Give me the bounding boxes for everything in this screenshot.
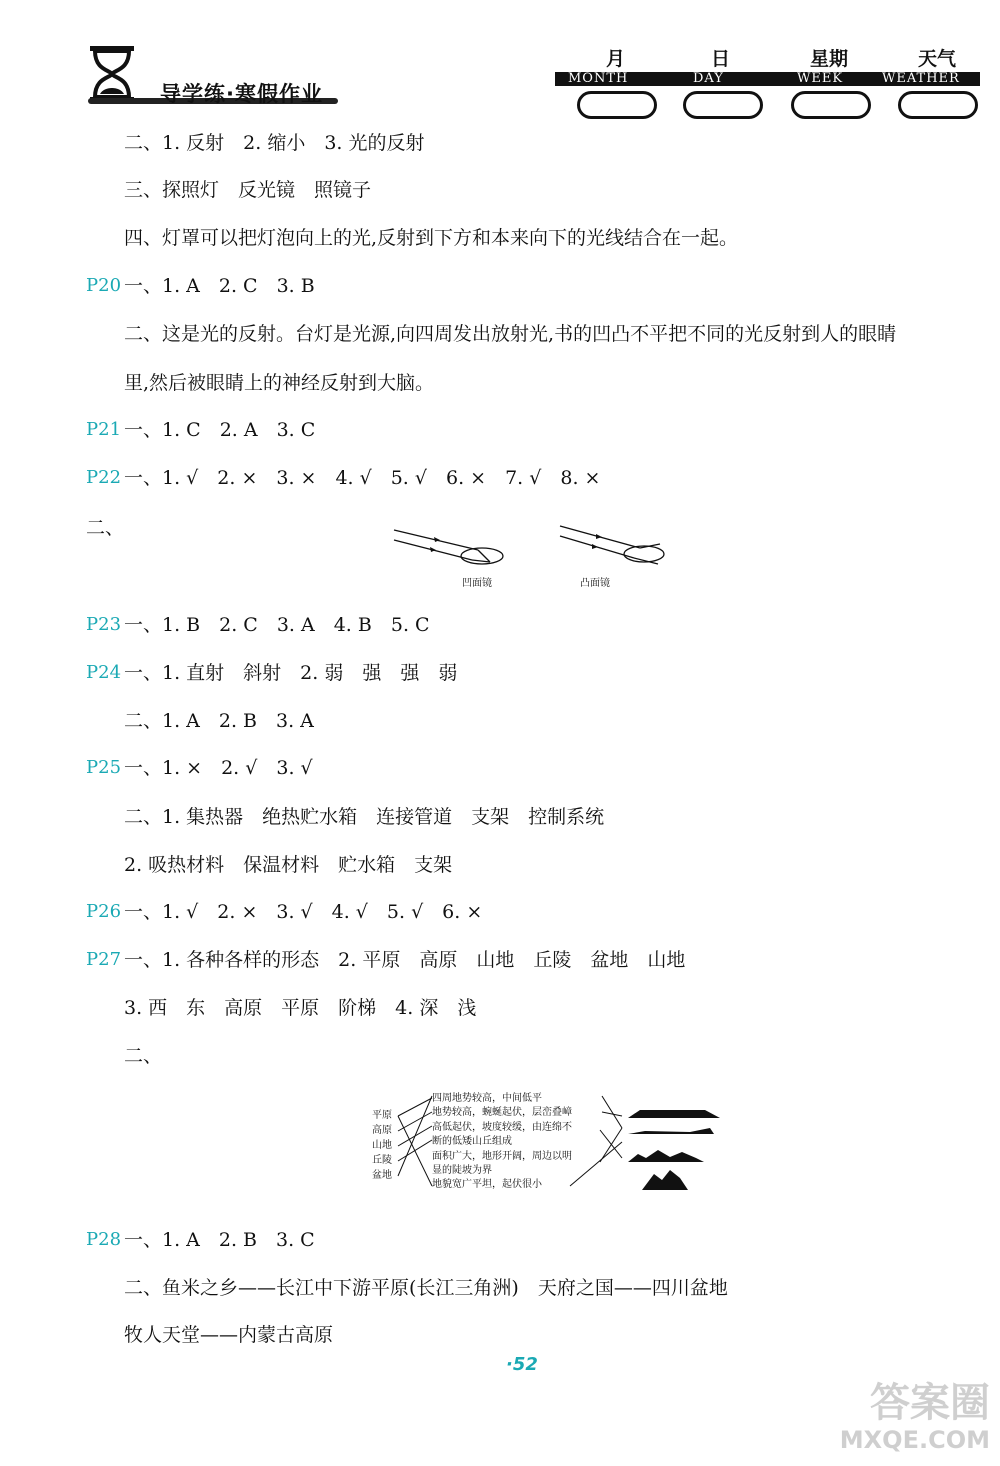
answer-line: 里,然后被眼睛上的神经反射到大脑。	[124, 372, 435, 394]
page-ref: P21	[86, 419, 122, 440]
answer-line: 2. 吸热材料 保温材料 贮水箱 支架	[124, 854, 453, 876]
weather-field	[898, 91, 978, 119]
answer-line: 二、	[124, 1045, 163, 1067]
day-en: DAY	[693, 71, 724, 86]
answer-line: 二、1. 集热器 绝热贮水箱 连接管道 支架 控制系统	[124, 806, 605, 828]
answer-line: 一、1. 各种各样的形态 2. 平原 高原 山地 丘陵 盆地 山地	[124, 949, 686, 971]
landform-description: 高低起伏，坡度较缓，由连绵不	[432, 1121, 572, 1133]
answer-line: 一、1. 直射 斜射 2. 弱 强 强 弱	[124, 662, 458, 684]
answer-line: 二、1. 反射 2. 缩小 3. 光的反射	[124, 132, 425, 154]
day-field	[683, 91, 763, 119]
answer-line: 二、1. A 2. B 3. A	[124, 710, 314, 732]
week-field	[791, 91, 871, 119]
landform-label: 高原	[372, 1125, 392, 1136]
answer-line: 一、1. C 2. A 3. C	[124, 419, 316, 441]
watermark-logo: 答案圈	[870, 1380, 990, 1426]
answer-line: 一、1. A 2. B 3. C	[124, 1229, 315, 1251]
landform-description: 断的低矮山丘组成	[432, 1136, 512, 1148]
page-ref: P28	[86, 1229, 122, 1250]
page-ref: P26	[86, 901, 122, 922]
month-en: MONTH	[568, 71, 629, 86]
mirror-diagram	[390, 524, 680, 590]
book-title: 导学练·寒假作业	[160, 82, 323, 106]
answer-line: 二、这是光的反射。台灯是光源,向四周发出放射光,书的凹凸不平把不同的光反射到人的眼睛	[124, 323, 897, 345]
page-ref: P22	[86, 467, 122, 488]
page-ref: P24	[86, 662, 122, 683]
week-en: WEEK	[797, 71, 844, 86]
answer-line: 一、1. A 2. C 3. B	[124, 275, 315, 297]
landform-description: 地势较高，蜿蜒起伏，层峦叠嶂	[432, 1107, 572, 1119]
answer-line: 一、1. √ 2. × 3. √ 4. √ 5. √ 6. ×	[124, 901, 483, 923]
week-label: 星期	[810, 48, 849, 70]
page-ref: P20	[86, 275, 122, 296]
day-label: 日	[711, 48, 731, 70]
landform-label: 山地	[372, 1140, 392, 1151]
answer-line: 一、1. B 2. C 3. A 4. B 5. C	[124, 614, 430, 636]
landform-label: 平原	[372, 1110, 392, 1121]
month-field	[577, 91, 657, 119]
answer-line: 一、1. √ 2. × 3. × 4. √ 5. √ 6. × 7. √ 8. ×	[124, 467, 601, 489]
convex-mirror-label: 凸面镜	[580, 578, 610, 589]
landform-description: 面积广大，地形开阔，周边以明	[432, 1150, 572, 1162]
landform-description: 四周地势较高，中间低平	[432, 1093, 542, 1104]
landform-description: 地貌宽广平坦，起伏很小	[432, 1179, 542, 1191]
landform-diagram	[370, 1090, 730, 1200]
weather-en: WEATHER	[882, 71, 960, 86]
weather-label: 天气	[918, 48, 957, 70]
answer-line: 一、1. × 2. √ 3. √	[124, 757, 313, 779]
landform-description: 显的陡坡为界	[432, 1165, 492, 1177]
watermark-url: MXQE.COM	[839, 1426, 990, 1454]
landform-label: 盆地	[372, 1170, 392, 1181]
concave-mirror-label: 凹面镜	[462, 578, 492, 589]
page-ref: P25	[86, 757, 122, 778]
answer-line: 牧人天堂——内蒙古高原	[124, 1324, 334, 1346]
page-ref: P23	[86, 614, 122, 635]
month-label: 月	[606, 48, 626, 70]
watermark	[735, 1380, 990, 1460]
answer-line: 3. 西 东 高原 平原 阶梯 4. 深 浅	[124, 997, 477, 1019]
answer-line: 二、鱼米之乡——长江中下游平原(长江三角洲) 天府之国——四川盆地	[124, 1277, 728, 1299]
answer-line: 二、	[86, 517, 125, 539]
landform-label: 丘陵	[372, 1155, 392, 1166]
page-number: ·52	[506, 1354, 538, 1375]
page-ref: P27	[86, 949, 122, 970]
answer-line: 三、探照灯 反光镜 照镜子	[124, 179, 372, 201]
answer-line: 四、灯罩可以把灯泡向上的光,反射到下方和本来向下的光线结合在一起。	[124, 227, 739, 249]
